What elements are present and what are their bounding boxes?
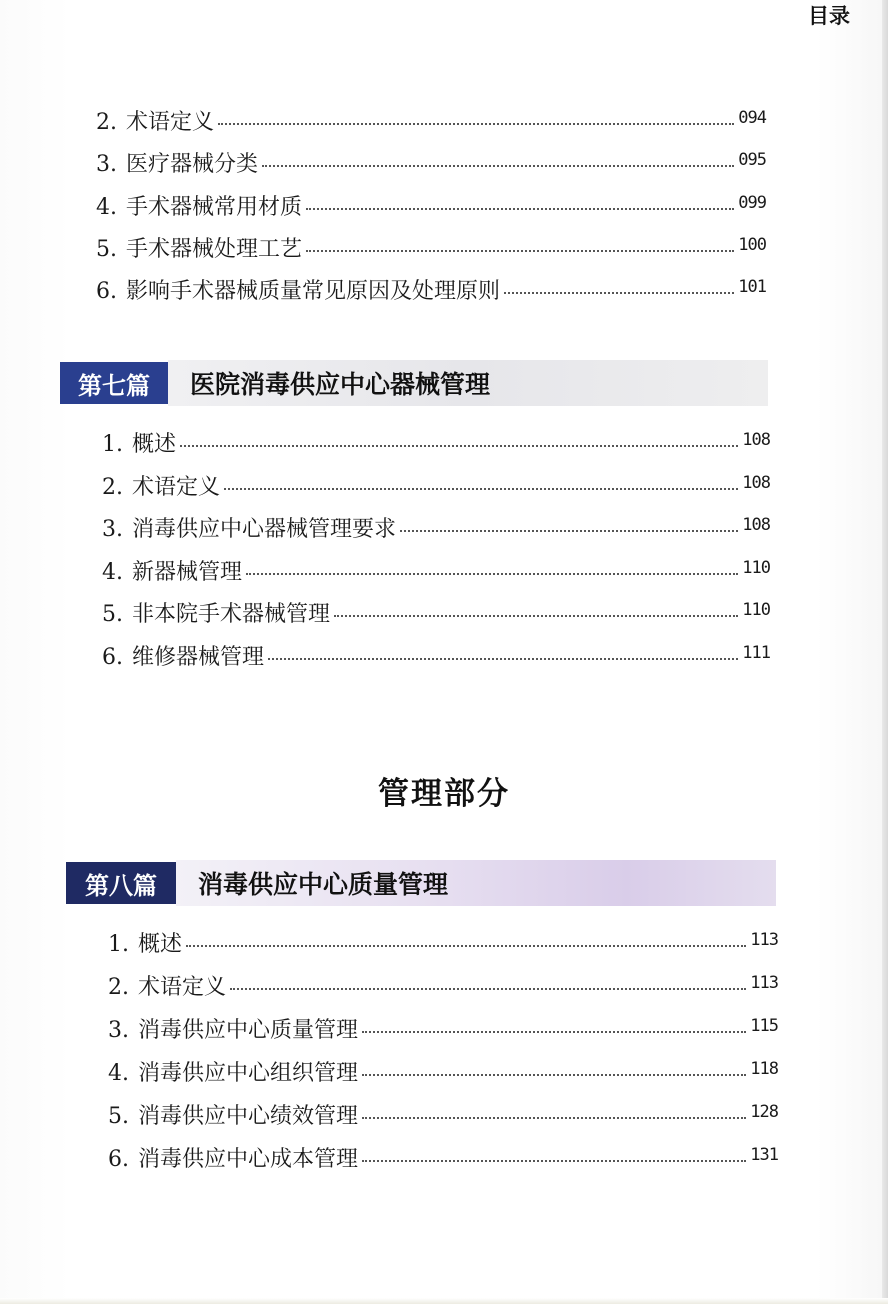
toc-entry[interactable]: [102, 473, 770, 503]
entry-page-number: 110: [742, 600, 770, 620]
leader-dots: [268, 656, 738, 660]
entry-title: 消毒供应中心成本管理: [138, 1147, 359, 1172]
entry-title: 医疗器械分类: [126, 152, 259, 177]
entry-number: 2.: [96, 110, 117, 135]
toc-entry[interactable]: [96, 277, 766, 307]
toc-entry[interactable]: [108, 930, 778, 960]
entry-page-number: 118: [750, 1059, 778, 1079]
toc-entry[interactable]: [102, 558, 770, 588]
toc-entry[interactable]: [102, 430, 770, 460]
entry-number: 3.: [108, 1018, 129, 1043]
leader-dots: [246, 571, 738, 575]
entry-title: 消毒供应中心质量管理: [138, 1018, 359, 1043]
entry-number: 6.: [96, 279, 117, 304]
entry-title: 新器械管理: [132, 560, 243, 585]
entry-title: 术语定义: [126, 110, 215, 135]
entry-number: 3.: [96, 152, 117, 177]
entry-title: 术语定义: [138, 975, 227, 1000]
entry-page-number: 113: [750, 930, 778, 950]
entry-number: 5.: [108, 1104, 129, 1129]
toc-entry[interactable]: [96, 235, 766, 265]
entry-title: 非本院手术器械管理: [132, 602, 331, 627]
toc-entry[interactable]: [108, 1059, 778, 1089]
leader-dots: [400, 528, 738, 532]
entry-title: 术语定义: [132, 475, 221, 500]
leader-dots: [180, 443, 738, 447]
toc-entry[interactable]: [108, 1016, 778, 1046]
entry-number: 4.: [96, 195, 117, 220]
entry-number: 1.: [108, 932, 129, 957]
entry-page-number: 108: [742, 430, 770, 450]
entry-page-number: 101: [738, 277, 766, 297]
entry-page-number: 111: [742, 643, 770, 663]
entry-number: 4.: [108, 1061, 129, 1086]
leader-dots: [230, 986, 746, 990]
leader-dots: [362, 1115, 746, 1119]
entry-title: 消毒供应中心器械管理要求: [132, 517, 397, 542]
toc-entry[interactable]: [108, 1145, 778, 1175]
toc-entry[interactable]: [96, 108, 766, 138]
entry-title: 维修器械管理: [132, 645, 265, 670]
leader-dots: [306, 248, 734, 252]
toc-entry[interactable]: [102, 515, 770, 545]
entry-number: 5.: [102, 602, 123, 627]
entry-page-number: 115: [750, 1016, 778, 1036]
entry-title: 手术器械处理工艺: [126, 237, 303, 262]
leader-dots: [218, 121, 734, 125]
part-title: 消毒供应中心质量管理: [176, 860, 776, 906]
entry-number: 1.: [102, 432, 123, 457]
part-label: 第八篇: [66, 862, 176, 904]
leader-dots: [186, 943, 746, 947]
entry-number: 4.: [102, 560, 123, 585]
leader-dots: [306, 206, 734, 210]
leader-dots: [362, 1072, 746, 1076]
leader-dots: [362, 1029, 746, 1033]
page-edge-shadow: [882, 0, 888, 1304]
toc-entry[interactable]: [108, 1102, 778, 1132]
entry-page-number: 128: [750, 1102, 778, 1122]
toc-entry[interactable]: [102, 600, 770, 630]
part-label: 第七篇: [60, 362, 168, 404]
leader-dots: [362, 1158, 746, 1162]
entry-page-number: 131: [750, 1145, 778, 1165]
leader-dots: [262, 163, 734, 167]
entry-page-number: 108: [742, 515, 770, 535]
entry-page-number: 099: [738, 193, 766, 213]
entry-page-number: 095: [738, 150, 766, 170]
running-head: 目录: [808, 4, 850, 28]
entry-title: 手术器械常用材质: [126, 195, 303, 220]
leader-dots: [224, 486, 738, 490]
entry-title: 概述: [138, 932, 183, 957]
toc-entry[interactable]: [96, 150, 766, 180]
entry-number: 5.: [96, 237, 117, 262]
page-bottom-edge: [0, 1298, 888, 1304]
entry-number: 2.: [108, 975, 129, 1000]
section-heading: 管理部分: [378, 776, 510, 812]
entry-page-number: 113: [750, 973, 778, 993]
toc-entry[interactable]: [102, 643, 770, 673]
part-banner-8: [66, 860, 776, 906]
entry-page-number: 094: [738, 108, 766, 128]
leader-dots: [334, 613, 738, 617]
toc-entry[interactable]: [108, 973, 778, 1003]
entry-title: 消毒供应中心组织管理: [138, 1061, 359, 1086]
entry-number: 3.: [102, 517, 123, 542]
entry-title: 消毒供应中心绩效管理: [138, 1104, 359, 1129]
entry-title: 概述: [132, 432, 177, 457]
part-title: 医院消毒供应中心器械管理: [168, 360, 768, 406]
toc-entry[interactable]: [96, 193, 766, 223]
entry-number: 6.: [102, 645, 123, 670]
entry-page-number: 100: [738, 235, 766, 255]
entry-number: 2.: [102, 475, 123, 500]
entry-number: 6.: [108, 1147, 129, 1172]
part-banner-7: [60, 360, 768, 406]
entry-title: 影响手术器械质量常见原因及处理原则: [126, 279, 501, 304]
entry-page-number: 108: [742, 473, 770, 493]
leader-dots: [504, 290, 734, 294]
entry-page-number: 110: [742, 558, 770, 578]
